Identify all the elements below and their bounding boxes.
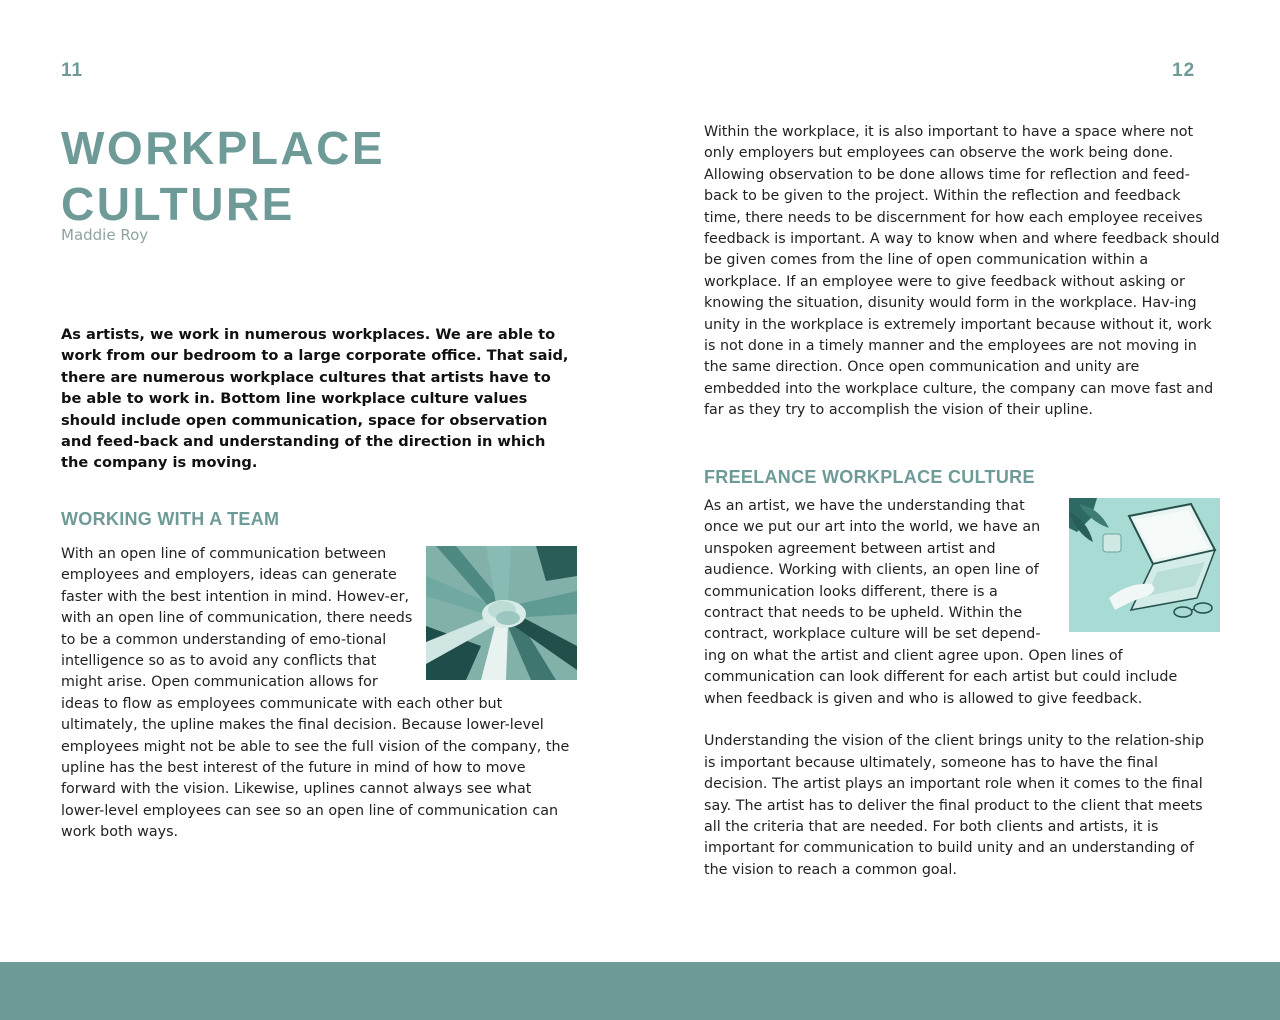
author-name: Maddie Roy: [61, 226, 149, 244]
laptop-photo: [1069, 498, 1220, 632]
team-section-heading: WORKING WITH A TEAM: [61, 509, 280, 529]
page-number-right: 12: [1172, 60, 1196, 81]
freelance-section: [704, 496, 1220, 881]
right-intro-block: [704, 122, 1220, 422]
right-intro-paragraph: Within the workplace, it is also important to have a space where not only employers but employees can observe the work being done. Allowing observation to be done allows time for reflection and feed-back to be given to the project. Within the reflection and feedback time, there needs to be discernment for how each employee receives feedback is important. A way to know when and where feedback should be given comes from the line of open communication within a workplace. If an employee were to give feedback without asking or knowing the situation, disunity would form in the workplace. Hav-ing unity in the workplace is extremely important because without it, work is not done in a timely manner and the employees are not moving in the same direction. Once open communication and unity are embedded into the workplace culture, the company can move fast and far as they try to accomplish the vision of their upline.: [704, 124, 1220, 419]
team-hands-photo: [426, 546, 577, 680]
page-number-left: 11: [61, 60, 84, 81]
freelance-section-heading: FREELANCE WORKPLACE CULTURE: [704, 467, 1035, 487]
footer-band: [0, 962, 1280, 1020]
title-line-2: CULTURE: [61, 178, 295, 230]
intro-paragraph: As artists, we work in numerous workplaces. We are able to work from our bedroom to a large corporate office. That said, there are numerous workplace cultures that artists have to be able to work in. Bottom line workplace culture values should include open communication, space for observation and feed-back and understanding of the direction in which the company is moving.: [61, 326, 569, 472]
title-line-1: WORKPLACE: [61, 122, 386, 174]
freelance-body-2: Understanding the vision of the client brings unity to the relation-ship is important because ultimately, someone has to have the final decision. The artist plays an important role when it comes to the final say. The artist has to deliver the final product to the client that meets all the criteria that are needed. For both clients and artists, it is important for communication to build unity and an understanding of the vision to reach a common goal.: [704, 733, 1205, 878]
paragraph-gap: [704, 710, 1220, 731]
freelance-body-1: As an artist, we have the understanding that once we put our art into the world, we have an unspoken agreement between artist and audience. Working with clients, an open line of communication looks different, there is a contract that needs to be upheld. Within the contract, workplace culture will be set depend-ing on what the artist and client agree upon. Open lines of communication can look different for each artist but could include when feedback is given and who is allowed to give feedback.: [704, 498, 1178, 707]
team-section: [61, 544, 577, 844]
article-title: [61, 120, 385, 232]
team-body: With an open line of communication between employees and employers, ideas can generate faster with the best intention in mind. Howev-er, with an open line of communication, there needs to be a common understanding of emo-tional intelligence so as to avoid any conflicts that might arise. Open communication allows for ideas to flow as employees communicate with each other but ultimately, the upline makes the final decision. Because lower-level employees might not be able to see the full vision of the company, the upline has the best interest of the future in mind of how to move forward with the vision. Likewise, uplines cannot always see what lower-level employees can see so an open line of communication can work both ways.: [61, 546, 570, 841]
